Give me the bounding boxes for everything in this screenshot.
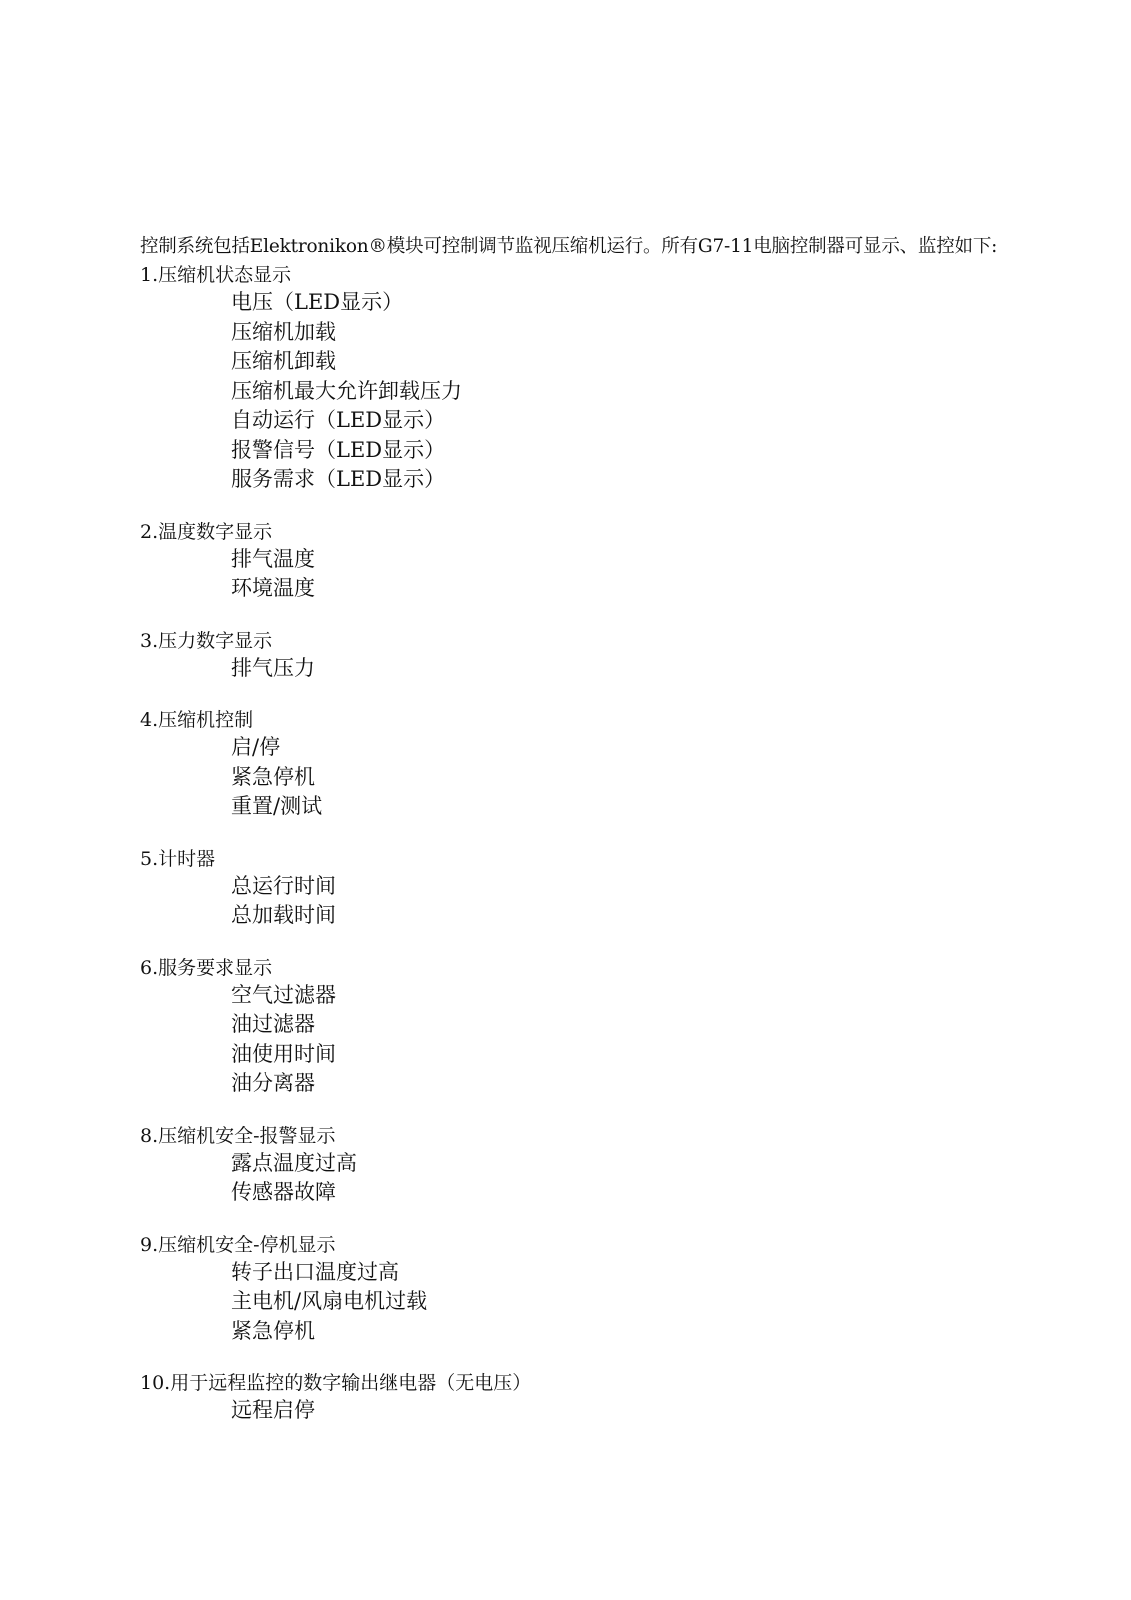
section bbox=[140, 955, 1100, 1099]
list-item: 服务需求（LED显示） bbox=[231, 467, 446, 491]
list-item: 重置/测试 bbox=[231, 794, 323, 818]
list-item: 启/停 bbox=[231, 735, 281, 759]
list-item: 压缩机加载 bbox=[231, 319, 336, 344]
list-item: 排气压力 bbox=[231, 655, 315, 680]
section-heading: 10.用于远程监控的数字输出继电器（无电压） bbox=[140, 1372, 532, 1394]
section-item-list bbox=[140, 1258, 1100, 1347]
section-heading: 1.压缩机状态显示 bbox=[140, 264, 292, 286]
list-item: 电压（LED显示） bbox=[231, 290, 404, 314]
section bbox=[140, 628, 1100, 684]
list-item: 压缩机卸载 bbox=[231, 349, 336, 373]
section-item-list bbox=[140, 1149, 1100, 1208]
list-item: 排气温度 bbox=[231, 546, 315, 571]
section-item-list bbox=[140, 733, 1100, 822]
document-body bbox=[140, 236, 1100, 1426]
section-item-list bbox=[140, 981, 1100, 1099]
list-item: 传感器故障 bbox=[231, 1180, 336, 1204]
list-item: 露点温度过高 bbox=[231, 1150, 357, 1175]
section-item-list bbox=[140, 654, 1100, 684]
list-item: 环境温度 bbox=[231, 576, 315, 600]
section-heading: 6.服务要求显示 bbox=[140, 956, 273, 979]
intro-paragraph: 控制系统包括Elektronikon®模块可控制调节监视压缩机运行。所有G7-11电脑控制器可显示、监控如下: bbox=[140, 236, 998, 257]
section-heading: 5.计时器 bbox=[140, 847, 216, 870]
section bbox=[140, 262, 1100, 495]
section bbox=[140, 519, 1100, 604]
section bbox=[140, 1232, 1100, 1347]
list-item: 总运行时间 bbox=[231, 873, 336, 898]
list-item: 空气过滤器 bbox=[231, 982, 336, 1007]
section-heading: 2.温度数字显示 bbox=[140, 520, 273, 543]
list-item: 压缩机最大允许卸载压力 bbox=[231, 378, 462, 403]
list-item: 总加载时间 bbox=[231, 903, 336, 927]
list-item: 自动运行（LED显示） bbox=[231, 408, 446, 432]
section bbox=[140, 1370, 1100, 1426]
section-item-list bbox=[140, 1396, 1100, 1426]
list-item: 转子出口温度过高 bbox=[231, 1259, 399, 1284]
list-item: 油分离器 bbox=[231, 1071, 315, 1095]
section bbox=[140, 1123, 1100, 1208]
section-heading: 3.压力数字显示 bbox=[140, 629, 273, 652]
section-item-list bbox=[140, 545, 1100, 604]
list-item: 紧急停机 bbox=[231, 764, 315, 789]
section-item-list bbox=[140, 872, 1100, 931]
list-item: 紧急停机 bbox=[231, 1318, 315, 1343]
list-item: 油过滤器 bbox=[231, 1012, 315, 1036]
section-heading: 9.压缩机安全-停机显示 bbox=[140, 1233, 336, 1256]
section-item-list bbox=[140, 288, 1100, 495]
section-heading: 4.压缩机控制 bbox=[140, 709, 254, 731]
list-item: 远程启停 bbox=[231, 1398, 315, 1422]
list-item: 报警信号（LED显示） bbox=[231, 437, 446, 462]
list-item: 主电机/风扇电机过载 bbox=[231, 1289, 428, 1313]
section bbox=[140, 846, 1100, 931]
section bbox=[140, 707, 1100, 822]
list-item: 油使用时间 bbox=[231, 1041, 336, 1066]
section-list bbox=[140, 262, 1100, 1426]
section-heading: 8.压缩机安全-报警显示 bbox=[140, 1124, 336, 1147]
